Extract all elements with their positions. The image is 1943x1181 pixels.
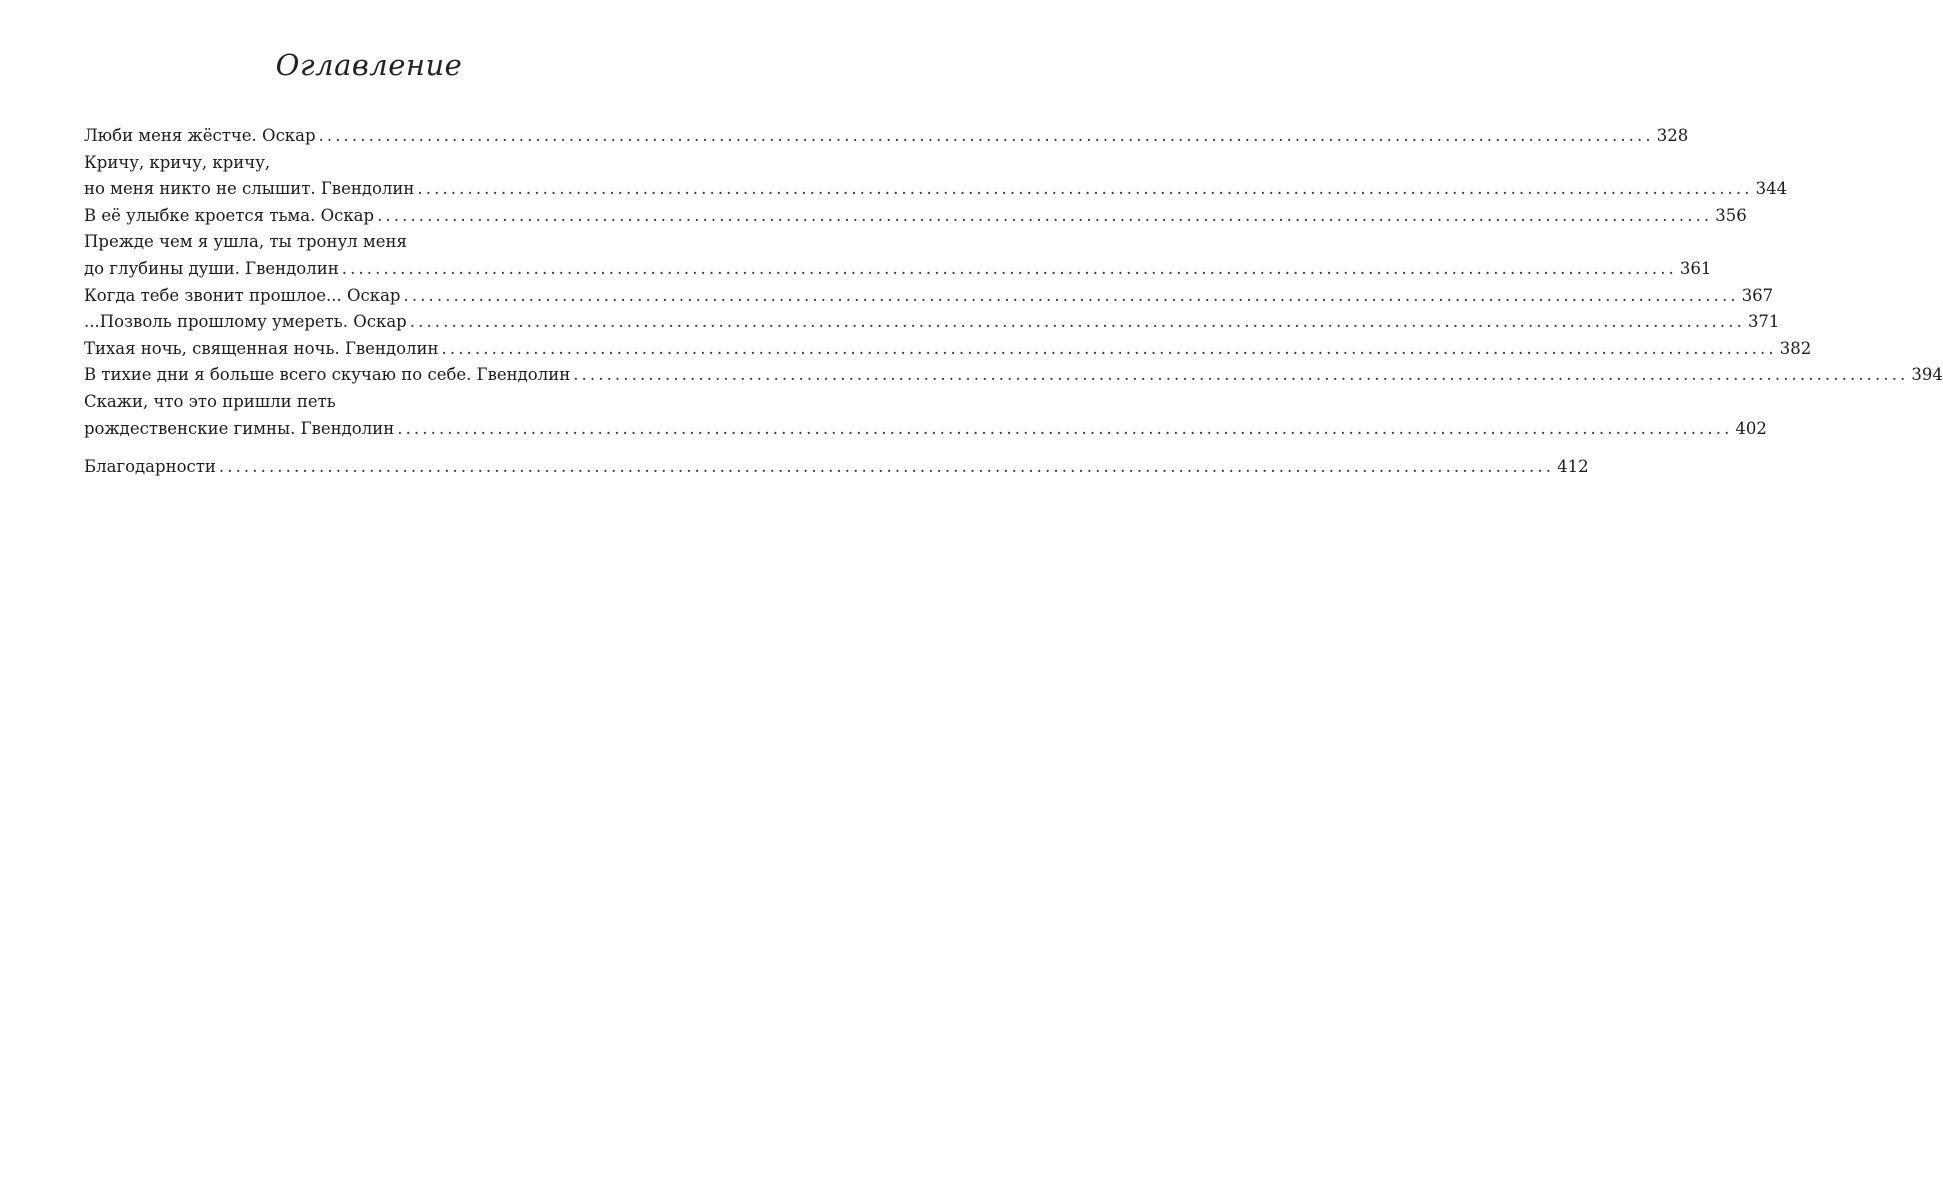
dot-leader: ................................................................................................................................................................ [409, 312, 1745, 332]
toc-line [84, 309, 1780, 336]
dot-leader: ................................................................................................................................................................ [441, 338, 1777, 358]
dot-leader: ................................................................................................................................................................ [318, 126, 1654, 145]
toc-line [84, 416, 1767, 443]
toc-line [84, 123, 1689, 150]
entry-title: В тихие дни я больше всего скучаю по себе. Гвендолин [84, 365, 571, 385]
table-of-contents [84, 123, 1943, 481]
entry-title: Тихая ночь, священная ночь. Гвендолин [84, 338, 439, 358]
page-title: Оглавление [275, 48, 463, 82]
toc-entry [84, 336, 1812, 363]
dot-leader: ................................................................................................................................................................ [397, 418, 1733, 438]
toc-line [84, 176, 1788, 203]
entry-title-line: Скажи, что это пришли петь [84, 391, 336, 411]
toc-entry [84, 283, 1774, 310]
entry-title: ...Позволь прошлому умереть. Оскар [84, 312, 407, 332]
page-number: 412 [1557, 457, 1589, 477]
toc-line [84, 454, 1589, 481]
toc-entry-acknowledgements [84, 454, 1589, 481]
entry-title: но меня никто не слышит. Гвендолин [84, 179, 415, 199]
page-number: 394 [1911, 365, 1943, 385]
toc-line [84, 203, 1747, 230]
dot-leader: ................................................................................................................................................................ [341, 258, 1677, 278]
dot-leader: ................................................................................................................................................................ [417, 179, 1753, 199]
section-spacer [84, 442, 656, 454]
dot-leader: ................................................................................................................................................................ [403, 285, 1739, 305]
entry-title: Люби меня жёстче. Оскар [84, 126, 316, 145]
toc-entry [84, 229, 1712, 282]
entry-title: до глубины души. Гвендолин [84, 258, 339, 278]
entry-title-line: Кричу, кричу, кричу, [84, 152, 271, 172]
page-number: 402 [1735, 418, 1767, 438]
page-number: 328 [1656, 126, 1689, 145]
entry-title: Когда тебе звонит прошлое... Оскар [84, 285, 401, 305]
toc-entry [84, 309, 1780, 336]
page-number: 356 [1715, 205, 1747, 225]
entry-title-line: Прежде чем я ушла, ты тронул меня [84, 232, 407, 252]
page-number: 367 [1741, 285, 1774, 305]
page-number: 382 [1779, 338, 1812, 358]
toc-line [84, 283, 1774, 310]
toc-line [84, 256, 1712, 283]
toc-line [84, 336, 1812, 363]
page-number: 371 [1747, 312, 1780, 332]
toc-entry [84, 389, 1767, 442]
entry-title: В её улыбке кроется тьма. Оскар [84, 205, 375, 225]
toc-entry [84, 123, 1689, 150]
toc-line [84, 362, 1943, 389]
entry-title: рождественские гимны. Гвендолин [84, 418, 395, 438]
page-number: 361 [1679, 258, 1712, 278]
page-number: 344 [1755, 179, 1788, 199]
entry-title: Благодарности [84, 457, 216, 477]
dot-leader: ................................................................................................................................................................ [218, 457, 1555, 477]
toc-entry [84, 150, 1788, 203]
dot-leader: ................................................................................................................................................................ [377, 205, 1713, 225]
toc-entry [84, 203, 1747, 230]
toc-entry [84, 362, 1943, 389]
dot-leader: ................................................................................................................................................................ [573, 365, 1909, 385]
